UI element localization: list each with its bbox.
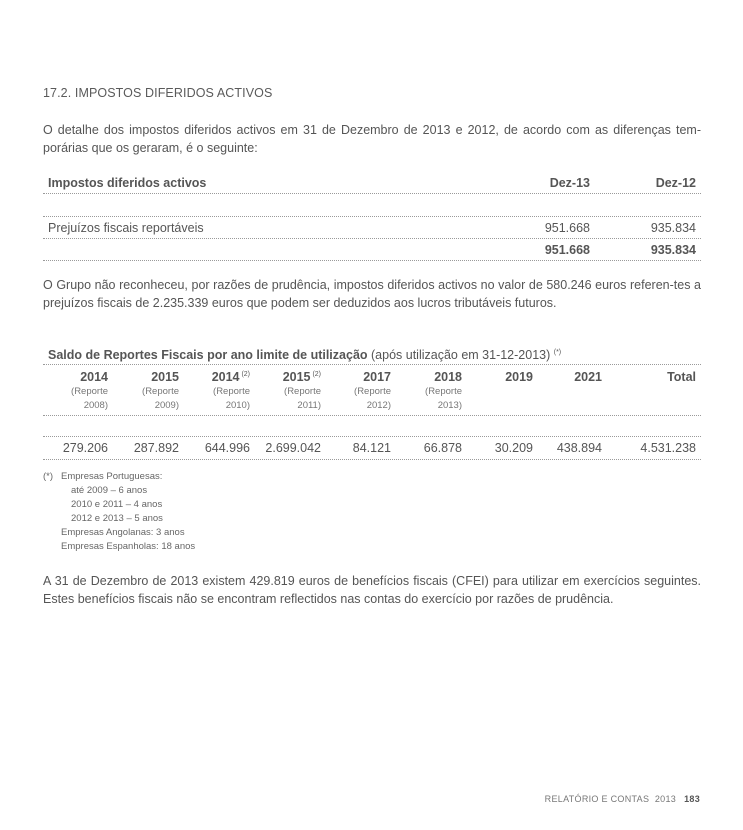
header-dez13: Dez-13	[549, 176, 590, 190]
table-row	[43, 217, 701, 239]
column-header	[396, 370, 462, 413]
footnote-line: 2010 e 2011 – 4 anos	[71, 499, 163, 510]
column-year-text: 2015	[282, 370, 311, 384]
column-value: 279.206	[62, 441, 108, 455]
table-values-row	[43, 437, 701, 460]
row-dez12: 935.834	[650, 221, 696, 235]
column-value: 644.996	[204, 441, 250, 455]
footnote-marker: (*)	[43, 471, 54, 482]
column-reporte	[113, 385, 179, 413]
column-header	[184, 370, 250, 413]
total-dez13: 951.668	[544, 243, 590, 257]
column-reporte	[325, 385, 391, 413]
column-header	[42, 370, 108, 413]
column-reporte-year: 2012)	[366, 400, 391, 411]
table-spacer-row	[43, 194, 701, 217]
column-reporte	[396, 385, 462, 413]
column-header	[113, 370, 179, 413]
intro-paragraph: O detalhe dos impostos diferidos activos em 31 de Dezembro de 2013 e 2012, de acordo com as diferenças tem-porárias que os geraram, é o seguinte:	[43, 123, 701, 155]
column-value: 2.699.042	[265, 441, 321, 455]
column-year: 2019	[505, 370, 533, 384]
column-header	[536, 370, 602, 384]
column-year: 2017	[363, 370, 391, 384]
column-reporte-year: 2011)	[297, 400, 321, 411]
column-value: 287.892	[133, 441, 179, 455]
column-reporte-label: (Reporte	[142, 386, 179, 397]
deferred-tax-table	[43, 172, 701, 261]
table-total-row	[43, 239, 701, 261]
column-year: 2018	[434, 370, 462, 384]
column-header	[255, 370, 321, 413]
column-reporte-label: (Reporte	[71, 386, 108, 397]
column-year: 2015	[151, 370, 179, 384]
column-value: 4.531.238	[640, 441, 696, 455]
column-year-note: (2)	[239, 370, 250, 378]
row-dez13: 951.668	[544, 221, 590, 235]
table-title-rest: (após utilização em 31-12-2013)	[367, 348, 554, 362]
column-reporte	[42, 385, 108, 413]
tax-losses-table	[43, 367, 701, 460]
column-header	[325, 370, 391, 413]
column-reporte-label: (Reporte	[425, 386, 462, 397]
column-year-text: 2014	[211, 370, 240, 384]
column-reporte	[255, 385, 321, 413]
page-number: 183	[684, 794, 700, 804]
page-footer	[545, 794, 700, 804]
tax-losses-table-title	[43, 348, 701, 365]
table-header-row	[43, 367, 701, 416]
header-description: Impostos diferidos activos	[48, 176, 207, 190]
column-value: 84.121	[352, 441, 391, 455]
column-reporte-label: (Reporte	[354, 386, 391, 397]
table-spacer-row	[43, 416, 701, 437]
column-header	[630, 370, 696, 384]
column-value: 30.209	[494, 441, 533, 455]
column-year	[184, 370, 250, 384]
column-reporte-year: 2013)	[437, 400, 462, 411]
table-header-row	[43, 172, 701, 194]
tax-benefits-paragraph: A 31 de Dezembro de 2013 existem 429.819 euros de benefícios fiscais (CFEI) para utilizar em exercícios seguintes. Estes benefícios fiscais não se encontram reflectidos nas contas do exercício por razões de prudência.	[43, 574, 701, 606]
table-title-bold: Saldo de Reportes Fiscais por ano limite de utilização	[48, 348, 368, 362]
footnote-line: Empresas Espanholas: 18 anos	[61, 541, 196, 552]
column-reporte-year: 2010)	[225, 400, 250, 411]
column-year-note: (2)	[310, 370, 321, 378]
column-reporte	[184, 385, 250, 413]
header-dez12: Dez-12	[655, 176, 696, 190]
column-year	[255, 370, 321, 384]
footnote-line: Empresas Angolanas: 3 anos	[61, 527, 185, 538]
footer-text: RELATÓRIO E CONTAS 2013	[544, 794, 677, 804]
footnote-line: Empresas Portuguesas:	[61, 471, 163, 482]
footnote-line: até 2009 – 6 anos	[71, 485, 148, 496]
column-reporte-year: 2009)	[154, 400, 179, 411]
section-title: 17.2. IMPOSTOS DIFERIDOS ACTIVOS	[43, 86, 273, 100]
column-value: 438.894	[556, 441, 602, 455]
column-reporte-label: (Reporte	[213, 386, 250, 397]
column-value: 66.878	[423, 441, 462, 455]
row-label: Prejuízos fiscais reportáveis	[48, 221, 204, 235]
footnote-line: 2012 e 2013 – 5 anos	[71, 513, 163, 524]
table-title-footnote-mark: (*)	[553, 348, 562, 356]
prudence-paragraph: O Grupo não reconheceu, por razões de prudência, impostos diferidos activos no valor de 580.246 euros referen-tes a prejuízos fiscais de 2.235.339 euros que podem ser deduzidos aos lucros tributáveis futuros.	[43, 278, 701, 310]
total-dez12: 935.834	[650, 243, 696, 257]
column-year: 2021	[574, 370, 602, 384]
column-year: Total	[667, 370, 696, 384]
column-reporte-year: 2008)	[83, 400, 108, 411]
column-year: 2014	[80, 370, 108, 384]
column-reporte-label: (Reporte	[284, 386, 321, 397]
column-header	[467, 370, 533, 384]
